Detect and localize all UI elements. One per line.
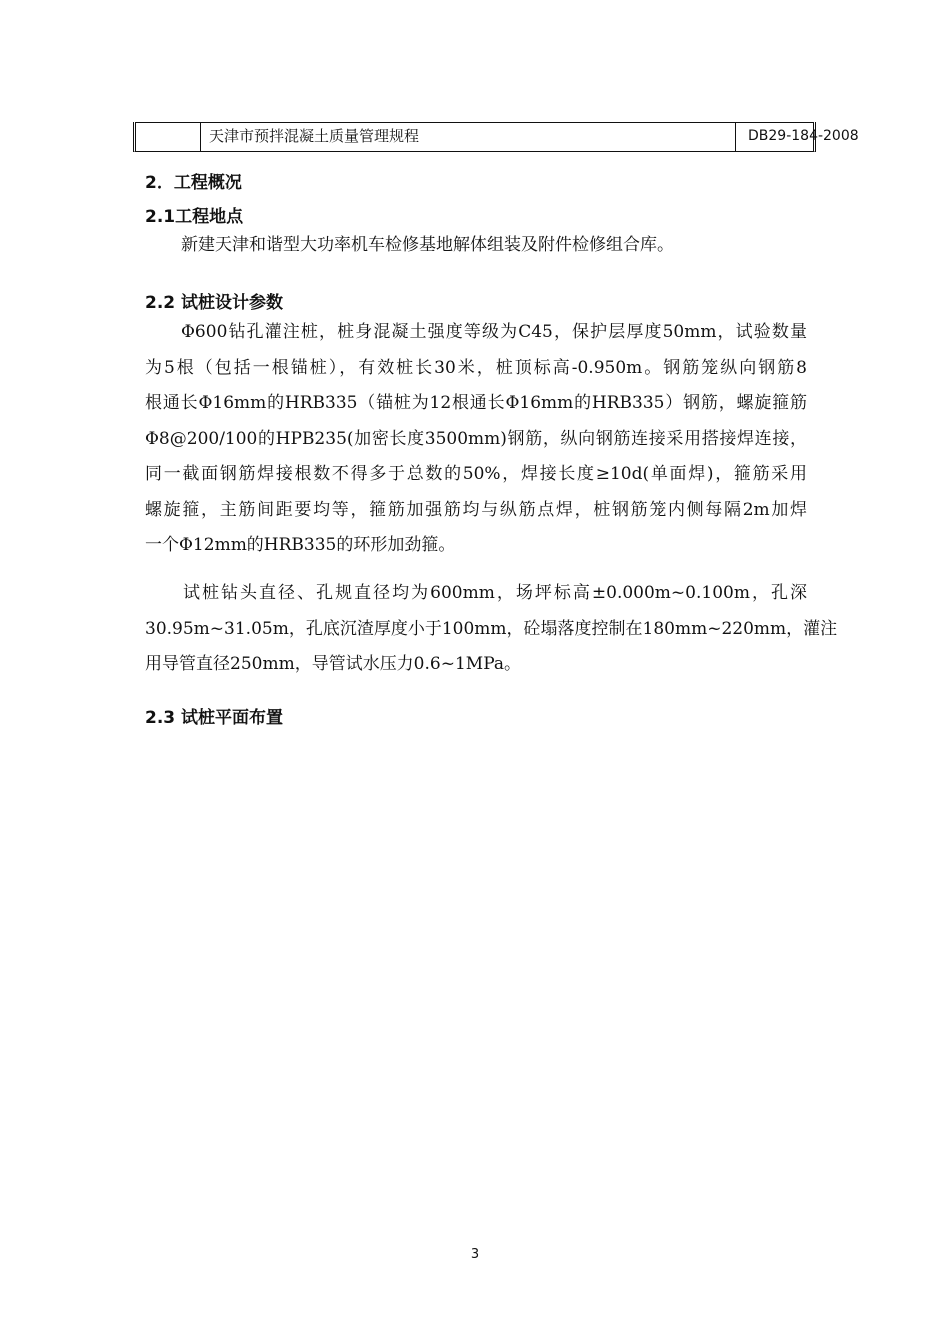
paragraph-line: 为5根（包括一根锚桩），有效桩长30米，桩顶标高-0.950m。钢筋笼纵向钢筋8: [145, 357, 807, 378]
section-2-1-paragraph: [145, 228, 807, 264]
paragraph-line: 30.95m~31.05m，孔底沉渣厚度小于100mm，砼塌落度控制在180mm~220mm，灌注: [145, 618, 838, 639]
section-2-heading: 2．工程概况: [145, 173, 242, 193]
paragraph-line: 一个Φ12mm的HRB335的环形加劲箍。: [145, 535, 456, 555]
standards-table-row: [133, 122, 859, 152]
section-2-2-paragraph-1: [145, 315, 807, 564]
paragraph-line: 同一截面钢筋焊接根数不得多于总数的50%，焊接长度≥10d(单面焊)，箍筋采用: [145, 464, 807, 484]
paragraph-line: Φ600钻孔灌注桩，桩身混凝土强度等级为C45，保护层厚度50mm，试验数量: [181, 322, 807, 342]
page-number: 3: [470, 1247, 480, 1262]
section-2-2-paragraph-2: [145, 576, 838, 683]
paragraph-line: 螺旋箍，主筋间距要均等，箍筋加强筋均与纵筋点焊，桩钢筋笼内侧每隔2m加焊: [145, 499, 807, 520]
paragraph-line: 新建天津和谐型大功率机车检修基地解体组装及附件检修组合库。: [181, 235, 674, 255]
table-cell-standard-name: 天津市预拌混凝土质量管理规程: [201, 122, 736, 151]
paragraph-line: 试桩钻头直径、孔规直径均为600mm，场坪标高±0.000m~0.100m，孔深: [181, 583, 807, 603]
section-2-2-heading: 2.2 试桩设计参数: [145, 293, 284, 313]
table-cell-index: [136, 122, 201, 151]
paragraph-line: 根通长Φ16mm的HRB335（锚桩为12根通长Φ16mm的HRB335）钢筋，螺旋箍筋: [145, 393, 807, 413]
section-2-1-heading: 2.1工程地点: [145, 207, 244, 227]
paragraph-line: 用导管直径250mm，导管试水压力0.6~1MPa。: [145, 654, 521, 674]
section-2-3-heading: 2.3 试桩平面布置: [145, 708, 284, 728]
paragraph-line: Φ8@200/100的HPB235(加密长度3500mm)钢筋，纵向钢筋连接采用搭接焊连接，: [145, 428, 807, 449]
table-cell-standard-code: DB29-184-2008: [748, 128, 859, 144]
